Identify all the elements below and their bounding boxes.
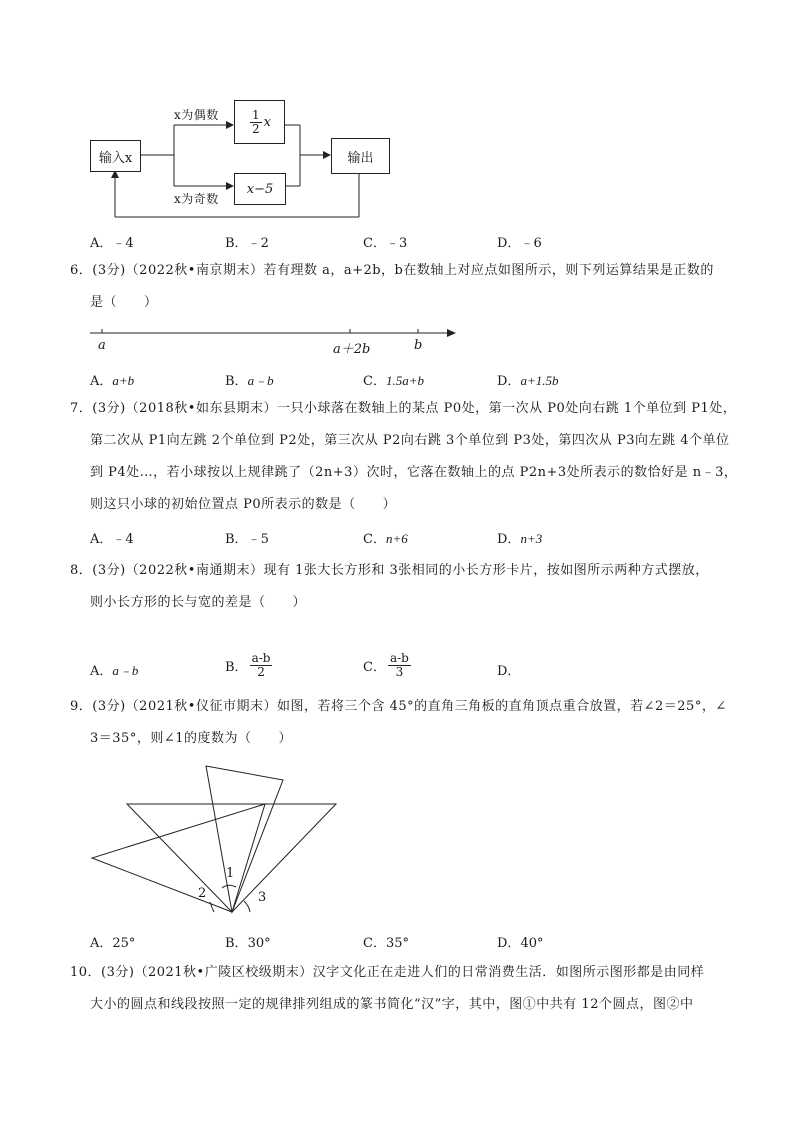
q8-option-b-numerator: a-b (251, 651, 271, 665)
q5-option-c-letter: C． (363, 236, 386, 251)
q9-option-a-text: 25° (112, 936, 136, 951)
q8-option-b-denominator: 2 (257, 665, 265, 679)
angle-1-arc (222, 885, 236, 888)
q7-option-a-text: ﹣4 (112, 532, 134, 547)
q5-option-d-text: ﹣6 (520, 236, 542, 251)
q7-option-d-letter: D． (497, 532, 521, 547)
q6-option-b-letter: B． (225, 374, 248, 389)
q8-option-d-letter: D． (497, 664, 521, 679)
q5-option-d-letter: D． (497, 236, 521, 251)
q6-axis-label-a: a (98, 338, 106, 353)
q5-option-a-text: ﹣4 (112, 236, 134, 251)
q6-option-c[interactable] (363, 370, 424, 389)
q8-option-d[interactable] (497, 660, 520, 679)
output-box (331, 138, 390, 174)
q6-number-line (0, 320, 794, 360)
q7-option-c-letter: C． (363, 532, 386, 547)
q6-option-a-text: a+b (112, 373, 135, 388)
q8-option-c[interactable] (363, 652, 413, 679)
q5-option-b[interactable] (225, 232, 269, 251)
right-triangle (127, 804, 336, 912)
q9-option-d-letter: D． (497, 936, 521, 951)
q5-option-b-text: ﹣2 (247, 236, 269, 251)
q6-axis-label-a-plus-2b: a＋2b (333, 342, 371, 357)
left-triangle (92, 804, 265, 912)
q8-option-c-numerator: a-b (389, 651, 409, 665)
q10-stem-line2: 大小的圆点和线段按照一定的规律排列组成的篆书简化“汉”字，其中，图①中共有 12个圆点，图②中 (90, 997, 694, 1012)
angle-1-label: 1 (226, 866, 235, 881)
q10-stem-line1: 10．(3分)（2021秋•广陵区校级期末）汉字文化正在走进人们的日常消费生活．如图所示图形都是由同样 (70, 965, 705, 980)
q9-option-c-text: 35° (385, 936, 409, 951)
q9-option-c-letter: C． (363, 936, 386, 951)
q7-stem-line1: 7．(3分)（2018秋•如东县期末）一只小球落在数轴上的某点 P0处，第一次从 P0处向右跳 1个单位到 P1处， (70, 401, 737, 416)
q7-stem-line4: 则这只小球的初始位置点 P0所表示的数是（ ） (90, 497, 397, 512)
middle-triangle (206, 766, 283, 912)
angle-3-arc (244, 901, 250, 912)
q5-option-c[interactable] (363, 232, 407, 251)
q8-option-b-letter: B． (225, 660, 248, 675)
q8-stem-line2: 则小长方形的长与宽的差是（ ） (90, 595, 307, 610)
q6-stem-line1: 6．(3分)（2022秋•南京期末）若有理数 a，a+2b，b在数轴上对应点如图所示，则下列运算结果是正数的 (70, 263, 714, 278)
fraction-numerator: 1 (252, 107, 260, 122)
fraction-denominator: 2 (252, 121, 260, 136)
q9-option-d[interactable] (497, 932, 543, 951)
q7-stem-line2: 第二次从 P1向左跳 2个单位到 P2处，第三次从 P2向右跳 3个单位到 P3处，第四次从 P3向左跳 4个单位 (90, 433, 730, 448)
half-x-variable: x (263, 114, 271, 130)
q7-option-a[interactable] (90, 528, 134, 547)
q6-option-d[interactable] (497, 370, 558, 389)
q8-stem-line1: 8．(3分)（2022秋•南通期末）现有 1张大长方形和 3张相同的小长方形卡片，按如图所示两种方式摆放， (70, 563, 709, 578)
q6-option-d-letter: D． (497, 374, 521, 389)
q7-option-b[interactable] (225, 528, 269, 547)
q6-option-c-letter: C． (363, 374, 386, 389)
minus-five-box (234, 173, 286, 205)
q9-stem-line1: 9．(3分)（2021秋•仪征市期末）如图，若将三个含 45°的直角三角板的直角顶点重合放置，若∠2＝25°，∠ (70, 699, 727, 714)
minus-five-expression: x−5 (246, 181, 274, 197)
output-label: 输出 (347, 150, 374, 166)
q7-option-b-text: ﹣5 (247, 532, 269, 547)
q7-option-d-text: n+3 (520, 531, 543, 546)
odd-branch-label: x为奇数 (174, 192, 219, 206)
q6-option-b-text: a﹣b (247, 373, 274, 388)
q9-stem-line2: 3＝35°，则∠1的度数为（ ） (90, 731, 292, 746)
q8-option-c-letter: C． (363, 660, 386, 675)
q9-option-c[interactable] (363, 932, 409, 951)
q9-option-a-letter: A． (90, 936, 113, 951)
fraction-one-half (250, 109, 262, 136)
q8-option-b-fraction (250, 652, 273, 679)
q6-stem-line2: 是（ ） (90, 295, 158, 310)
q8-option-b[interactable] (225, 652, 274, 679)
q8-option-c-fraction (388, 652, 411, 679)
q9-option-b[interactable] (225, 932, 271, 951)
q5-option-a[interactable] (90, 232, 134, 251)
q9-option-b-letter: B． (225, 936, 248, 951)
q9-triangle-figure (0, 760, 794, 920)
q6-axis-label-b: b (414, 338, 423, 353)
q8-option-a[interactable] (90, 660, 138, 679)
q7-stem-line3: 到 P4处…，若小球按以上规律跳了（2n+3）次时，它落在数轴上的点 P2n+3处所表示的数恰好是 n﹣3， (90, 465, 738, 480)
q8-option-c-denominator: 3 (395, 665, 404, 679)
q7-option-c-text: n+6 (385, 531, 408, 546)
q8-option-a-text: a﹣b (112, 663, 139, 678)
angle-3-label: 3 (258, 890, 267, 905)
q5-option-b-letter: B． (225, 236, 248, 251)
angle-2-label: 2 (198, 886, 207, 901)
q6-option-d-text: a+1.5b (520, 373, 559, 388)
q9-option-a[interactable] (90, 932, 135, 951)
q7-option-d[interactable] (497, 528, 542, 547)
q6-option-b[interactable] (225, 370, 274, 389)
angle-2-arc (210, 902, 214, 912)
q9-option-b-text: 30° (247, 936, 271, 951)
input-box (90, 140, 141, 172)
q7-option-c[interactable] (363, 528, 408, 547)
q6-option-a[interactable] (90, 370, 134, 389)
q5-option-a-letter: A． (90, 236, 113, 251)
q6-option-c-text: 1.5a+b (385, 373, 424, 388)
half-x-box (234, 100, 285, 144)
q5-option-d[interactable] (497, 232, 542, 251)
q8-option-a-letter: A． (90, 664, 113, 679)
q9-option-d-text: 40° (520, 936, 544, 951)
even-branch-label: x为偶数 (174, 108, 219, 122)
q7-option-a-letter: A． (90, 532, 113, 547)
q5-option-c-text: ﹣3 (385, 236, 408, 251)
flowchart-connectors (0, 0, 794, 230)
q7-option-b-letter: B． (225, 532, 248, 547)
input-label: 输入x (98, 150, 133, 166)
q6-option-a-letter: A． (90, 374, 113, 389)
